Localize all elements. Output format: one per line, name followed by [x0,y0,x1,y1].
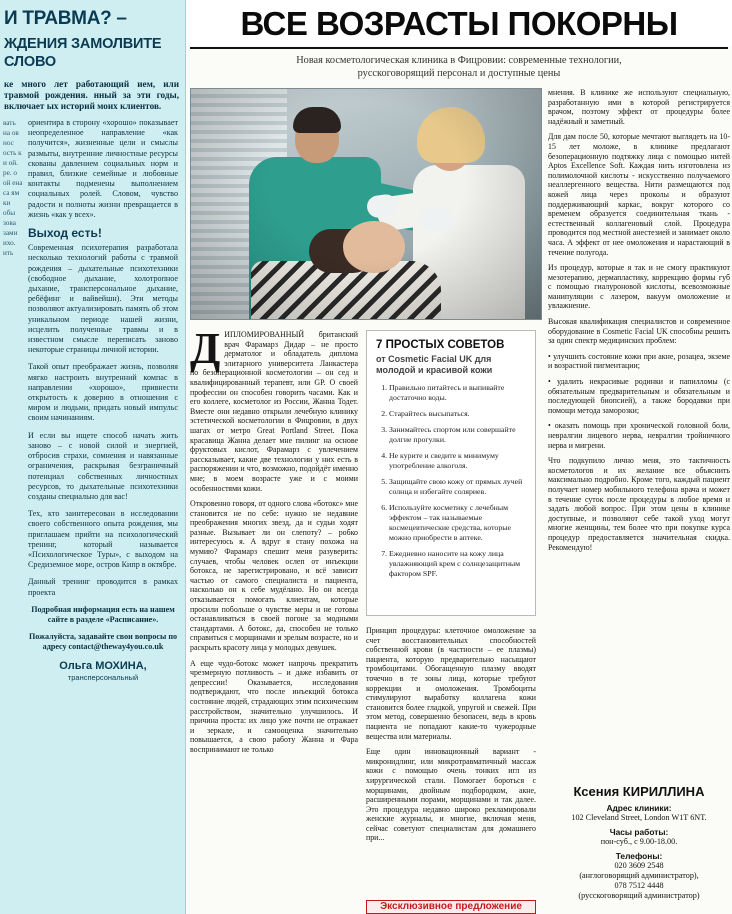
body-paragraph: Откровенно говоря, от одного слова «ботокс» мне становится не по себе: нужно не недавние преображения многих звезд, да и судьи ходят разные. Вызывает ли он слепоту? – робко интересуюсь я. А вдруг я стану похожа на мумию? Фарамарз спешит меня разуверить: случаев, чтобы человек ослеп от инъекции ботокса, не зарегистрировано, и всё зависит частью от самого специалиста и пациента, насколько он к себе мудёлано. Но он всегда отказывается помогать клиентам, которые просили побольше о чувстве меры и не готовы останавливаться в своей погоне за модными стандартами. А ботокс, да, способен не только справиться с морщинами и зрелым возрасте, но и раскрыть красоту лица у молодых девушек. [190,499,359,652]
article-column-middle-lower [366,626,536,908]
left-callout: Подробная информация есть на нашем сайте в разделе «Расписание». [31,604,175,624]
left-paragraph: Такой опыт преображает жизнь, позволяя мягко настроить внутренний компас в направлении «хорошо», привнести открытость к доверию в отношения с миром и людьми, придать новый импульс своим начинаниям. [28,362,178,423]
masthead-divider [190,47,728,49]
body-paragraph: Высокая квалификация специалистов и современное оборудование в Cosmetic Facial UK способны решить за один спектр медицинских проблем: [548,317,730,346]
promo-banner[interactable]: Эксклюзивное предложение [366,900,536,914]
article-byline: Ксения КИРИЛЛИНА [573,784,705,799]
tips-item: 1. Правильно питайтесь и выпивайте достаточно воды. [389,383,526,403]
left-article-headline [0,0,185,73]
body-paragraph: мнения. В клинике же используют специальную, разработанную ими в которой регистрируется врачом, поэтому эффект от процедуры более надёжный и заметный. [548,88,730,126]
address-label: Адрес клиники: [606,803,672,813]
tips-item: 4. Не курите и сведите к минимуму употребление алкоголя. [389,451,526,471]
body-paragraph: • улучшить состояние кожи при акне, розацеа, экземе и возрастной пигментации; [548,351,730,371]
article-dek [190,54,728,80]
left-headline-line1: И ТРАВМА? – [4,8,127,29]
body-paragraph: Принцип процедуры: клеточное омоложение за счет восстановительных способностей собственной крови (в частности – ее плазмы) пациента, которую предварительно насыщают тромбоцитами. Обогащенную плазму вводят точечно в те зоны лица, которые требуют коррекции и омоложения. Тромбоциты стимулируют выработку коллагена кожи становится более гладкой, упругой и свежей. При этом метод, совершенно безопасен, ведь в кровь пациента не попадают какие-то чужеродные вещества или материалы. [366,626,536,741]
article-masthead [186,0,732,46]
clinic-phone-1[interactable]: 020 3609 2548 [614,861,664,870]
left-contact-note: Пожалуйста, задавайте свои вопросы по адресу contact@theway4you.co.uk [28,632,178,652]
tips-subtitle: от Cosmetic Facial UK для молодой и красивой кожи [376,354,493,375]
left-article-column [0,0,186,914]
left-byline-role: трансперсональный [67,672,139,682]
body-paragraph: А еще чудо-ботокс может напрочь прекратить чрезмерную потливость – и даже избавить от депрессии! Оказывается, исследования подтверждают, что после инъекций ботокса состояние людей, страдающих этим психическим расстройством, значительно улучшилось. И причина проста: их лицо уже почти не отражает и зеркале, и самооценка значительно повышается, а свою работу Жанна и Фара воспринимают не только [190,658,358,754]
clinic-contact-block [548,784,730,900]
body-paragraph: Для дам после 50, которые мечтают выглядеть на 10-15 лет моложе, в клинике предлагают безоперационную подтяжку лица с помощью нитей Aptos Excellence Soft. Каждая нить изготовлена из полимолочной кислоты - искусственно получаемого неаллергенного вещества. Нити размещаются под кожей лица через проколы и образуют поддерживающий каркас, вокруг которого со временем образуется соединительная ткань - естественный коллагеновый слой. Процедура проводится под местной анестезией и занимает около часа. А эффект от нее омоложения и нарастающий в течение полугода. [548,132,730,257]
left-article-body [26,112,184,683]
left-paragraph: ориентира в сторону «хорошо» показывает неопределенное направление «как получится», жизненные цели и смыслы размыты, внутренние личностные ресурсы скованы давлением социальных норм и правил, близкие семейные и любовные контакты подменены выполнением социальных ролей. Словом, чувство радости и полноты жизни превращается в жизнь «как у всех». [28,118,178,219]
left-byline-name: Ольга МОХИНА, [59,659,147,672]
left-subheading: Выход есть! [28,226,102,241]
body-paragraph: • удалить некрасивые родинки и папилломы (с обязательным предварительным и обязательным и последующей биопсией), а также бородавки при помощи метода заморозки; [548,377,730,415]
clinic-phone-2-note: (русскоговорящий администратор) [578,891,700,900]
tips-item: 2. Старайтесь высыпаться. [389,409,526,419]
left-paragraph: Данный тренинг проводится в рамках проекта [28,577,178,597]
dek-line-1: Новая косметологическая клиника в Фицровии: современные технологии, [296,55,622,66]
body-paragraph: Что подкупило лично меня, это тактичность косметологов и их желание все объяснить максимально подробно. Кроме того, каждый пациент получает номер мобильного телефона врача и может в течение суток после процедуры в любое время и задать любой вопрос. При этом цены в клинике доступные, и позволяют себе такой уход могут многие женщины, тем более что при покупке курса процедур предоставляется значительная скидка. Рекомендую! [548,456,730,552]
clinic-address: 102 Cleveland Street, London W1T 6NT. [571,813,707,822]
tips-item: 5. Защищайте свою кожу от прямых лучей солнца и избегайте соляриев. [389,477,526,497]
left-paragraph: Современная психотерапия разработала несколько технологий работы с травмой рождения – дыхательные психотехники (свободное дыхание, холотропное дыхание, трансперсональное дыхание, ребёфинг и вайвейшн). Эти методы позволяют актуализировать память об этом уникальном периоде нашей жизни, исцелить полученные травмы и в известном смысле переписать заново некоторые страницы личной истории. [28,243,178,355]
clinic-phone-2[interactable]: 078 7512 4448 [614,881,664,890]
tips-sidebar-box [366,330,536,616]
left-byline [28,661,178,683]
tips-list [376,383,526,579]
hours-label: Часы работы: [609,827,669,837]
dek-line-2: русскоговорящий персонал и доступные цены [357,68,561,79]
left-paragraph: И если вы ищете способ начать жить заново – с новой силой и энергией, отбросив страхи, сомнения и навязанные ограничения, раскрывая безграничный потенциал собственных личностных ресурсов, то дыхательные психотехники созданы специально для вас! [28,430,178,501]
body-paragraph: Еще один инновационный вариант - микронидлинг, или микротравматичный массаж кожи с помощью очень тонких игл из хирургической стали. Помогает бороться с морщинами, двойным подбородком, акне, расширенными порами, морщинами и так далее. Это процедура недавно широко рекламировали женские журналы, и многие, включая меня, сейчас советуют специалистам для домашнего при... [366,747,536,843]
tips-item: 7. Ежедневно наносите на кожу лица увлажняющий крем с солнцезащитным фактором SPF. [389,549,526,579]
clinic-phone-1-note: (англоговорящий администратор), [579,871,699,880]
left-gutter-text: вать на ов нос ость к и ой. ре. о ой ена са ям ки обы зова зами ихо. ить [3,119,23,257]
left-article-lead: ке много лет работающий ием, или травмой рождения. нный за эти годы, включает ых историй моих клиентов. [4,79,179,111]
body-paragraph: • оказать помощь при хронической головной боли, невралгии лицевого нерва, невралгии тройничного нерва и мигрени. [548,421,730,450]
clinic-hours: пон-суб., с 9.00-18.00. [600,837,678,846]
phones-label: Телефоны: [615,851,663,861]
tips-title: 7 ПРОСТЫХ СОВЕТОВ [376,339,505,351]
body-paragraph: Из процедур, которые я так и не смогу практикуют мезотерапию, дермапластику, коррекцию формы губ с помощью гиалуроновой кислоты, всевозможные манипуляции с лазером, вакуум омоложение и увлажнение. [548,263,730,311]
article-column-left [190,324,359,906]
page-title: ВСЕ ВОЗРАСТЫ ПОКОРНЫ [240,5,678,42]
article-photo [190,88,542,320]
tips-item: 3. Занимайтесь спортом или совершайте долгие прогулки. [389,425,526,445]
tips-item: 6. Используйте косметику с лечебным эффектом – так называемые космецевтические средства, которые можно приобрести в аптеке. [389,503,526,543]
body-paragraph: ДИПЛОМИРОВАННЫЙ британский врач Фарамарз Дидар – не просто дерматолог и обладатель диплома элитарного университета Ланкастера по безоперационной косметологии – он сед и квалифицированный терапевт, или GP. О своей профессии он способен говорить часами. Как и его коллеге, косметолог из России, Жанна Тодет. Вместе они недавно открыли лечебную клинику эстетической косметологии в Фицровии, в двух шагах от метро Great Portland Street. Пока красавица Жанна делает мне пилинг на основе фруктовых кислот, Фарамарз с увлечением рассказывает, какие две технологии у них есть в распоряжении и что, возможно, подойдёт именно мне; в моем возрасте уже и с моими особенностями кожи. [190,324,358,493]
left-headline-line2: ЖДЕНИЯ ЗАМОЛВИТЕ СЛОВО [4,36,162,70]
article-column-right [548,88,730,788]
photo-vignette [191,89,541,319]
left-paragraph: Тех, кто заинтересован в исследовании своего собственного опыта рождения, мы приглашаем прийти на психологический тренинг, который называется «Психологическое Туры», с выходом на Средиземное море, остров Кипр в октябре. [28,509,178,570]
